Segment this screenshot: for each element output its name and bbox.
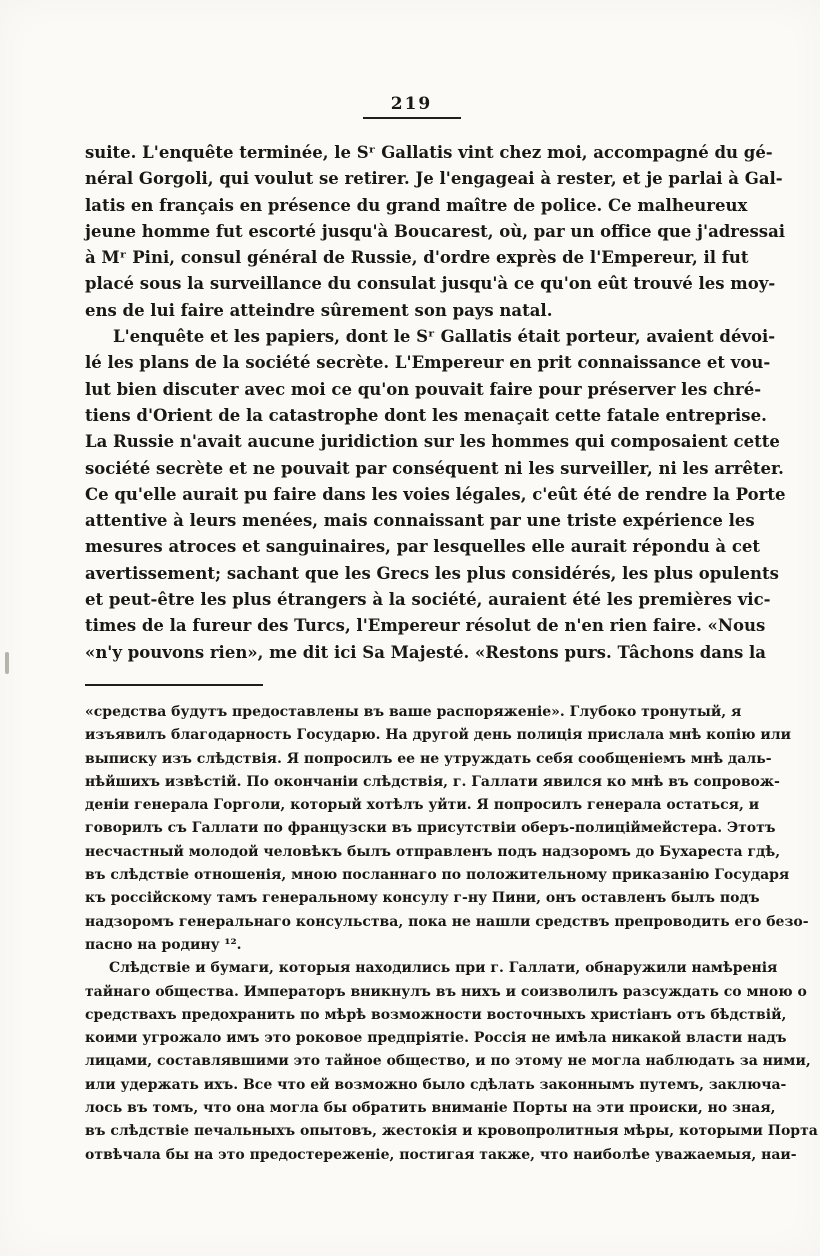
text-line: выписку изъ слѣдствія. Я попросилъ ее не утруждать себя сообщеніемъ мнѣ даль- — [85, 750, 772, 767]
text-line: times de la fureur des Turcs, l'Empereur résolut de n'en rien faire. «Nous — [85, 616, 766, 636]
text-line: avertissement; sachant que les Grecs les plus considérés, les plus opulents — [85, 563, 779, 583]
text-line: говорилъ съ Галлати по французски въ присутствіи оберъ-полиціймейстера. Этотъ — [85, 820, 776, 837]
paragraph — [85, 324, 786, 666]
text-line: à Mʳ Pini, consul général de Russie, d'ordre exprès de l'Empereur, il fut — [85, 248, 749, 268]
paragraph — [85, 140, 786, 324]
text-line: къ россійскому тамъ генеральному консулу г-ну Пини, онъ оставленъ былъ подъ — [85, 890, 760, 907]
text-line: отвѣчала бы на это предостереженіе, постигая также, что наиболѣе уважаемыя, наи- — [85, 1146, 797, 1163]
text-line: tiens d'Orient de la catastrophe dont les menaçait cette fatale entreprise. — [85, 405, 767, 425]
text-line: лицами, составлявшими это тайное общество, и по этому не могла наблюдать за ними, — [85, 1053, 811, 1070]
text-line: «средства будутъ предоставлены въ ваше распоряженіе». Глубоко тронутый, я — [85, 704, 742, 720]
main-text-block — [85, 140, 786, 666]
scan-edge-artifact — [5, 652, 9, 674]
text-line: несчастный молодой человѣкъ былъ отправленъ подъ надзоромъ до Бухареста гдѣ, — [85, 843, 781, 860]
text-line: lé les plans de la société secrète. L'Empereur en prit connaissance et vou- — [85, 353, 771, 373]
text-line: lut bien discuter avec moi ce qu'on pouvait faire pour préserver les chré- — [85, 379, 762, 399]
text-line: Слѣдствіе и бумаги, которыя находились при г. Галлати, обнаружили намѣренія — [109, 960, 778, 977]
text-line: latis en français en présence du grand maître de police. Ce malheureux — [85, 195, 748, 215]
text-line: въ слѣдствіе печальныхъ опытовъ, жестокія и кровопролитныя мѣры, которыми Порта — [85, 1123, 818, 1140]
text-line: изъявилъ благодарность Государю. На другой день полиція прислала мнѣ копію или — [85, 727, 792, 744]
text-line: ens de lui faire atteindre sûrement son pays natal. — [85, 300, 553, 320]
page-header — [85, 94, 738, 119]
page-number-rule — [363, 117, 461, 119]
text-line: тайнаго общества. Императоръ вникнулъ въ нихъ и соизволилъ разсуждать со мною о — [85, 983, 807, 1000]
text-line: mesures atroces et sanguinaires, par lesquelles elle aurait répondu à cet — [85, 537, 761, 557]
text-line: пасно на родину ¹². — [85, 936, 242, 953]
text-line: средствахъ предохранить по мѣрѣ возможности восточныхъ христіанъ отъ бѣдствій, — [85, 1006, 787, 1023]
text-line: attentive à leurs menées, mais connaissant par une triste expérience les — [85, 511, 755, 531]
text-line: jeune homme fut escorté jusqu'à Boucarest, où, par un office que j'adressai — [85, 221, 786, 241]
text-line: placé sous la surveillance du consulat jusqu'à ce qu'on eût trouvé les moy- — [85, 274, 776, 294]
text-line: Ce qu'elle aurait pu faire dans les voies légales, c'eût été de rendre la Porte — [85, 484, 786, 504]
paragraph — [85, 701, 809, 957]
page-number: 219 — [390, 94, 433, 114]
footnote-text-block — [85, 701, 818, 1167]
text-line: деніи генерала Горголи, который хотѣлъ уйти. Я попросилъ генерала остаться, и — [85, 797, 760, 814]
text-line: et peut-être les plus étrangers à la société, auraient été les premières vic- — [85, 590, 771, 610]
text-line: «n'y pouvons rien», me dit ici Sa Majesté. «Restons purs. Tâchons dans la — [85, 642, 766, 662]
footnote-separator-rule — [85, 684, 263, 686]
text-line: La Russie n'avait aucune juridiction sur les hommes qui composaient cette — [85, 432, 780, 452]
text-line: société secrète et ne pouvait par conséquent ni les surveiller, ni les arrêter. — [85, 458, 784, 478]
text-line: въ слѣдствіе отношенія, мною посланнаго по положительному приказанію Государя — [85, 867, 790, 884]
text-line: L'enquête et les papiers, dont le Sʳ Gallatis était porteur, avaient dévoi- — [113, 327, 776, 347]
text-line: suite. L'enquête terminée, le Sʳ Gallatis vint chez moi, accompagné du gé- — [85, 143, 773, 162]
text-line: коими угрожало имъ это роковое предпріятіе. Россія не имѣла никакой власти надъ — [85, 1030, 787, 1047]
paragraph — [85, 957, 818, 1167]
text-line: лось въ томъ, что она могла бы обратить вниманіе Порты на эти происки, но зная, — [85, 1100, 776, 1117]
text-line: надзоромъ генеральнаго консульства, пока не нашли средствъ препроводить его безо- — [85, 913, 809, 930]
text-line: или удержать ихъ. Все что ей возможно было сдѣлать законнымъ путемъ, заключа- — [85, 1076, 787, 1093]
text-line: néral Gorgoli, qui voulut se retirer. Je l'engageai à rester, et je parlai à Gal- — [85, 169, 783, 189]
text-line: нѣйшихъ извѣстій. По окончаніи слѣдствія, г. Галлати явился ко мнѣ въ сопровож- — [85, 773, 780, 790]
